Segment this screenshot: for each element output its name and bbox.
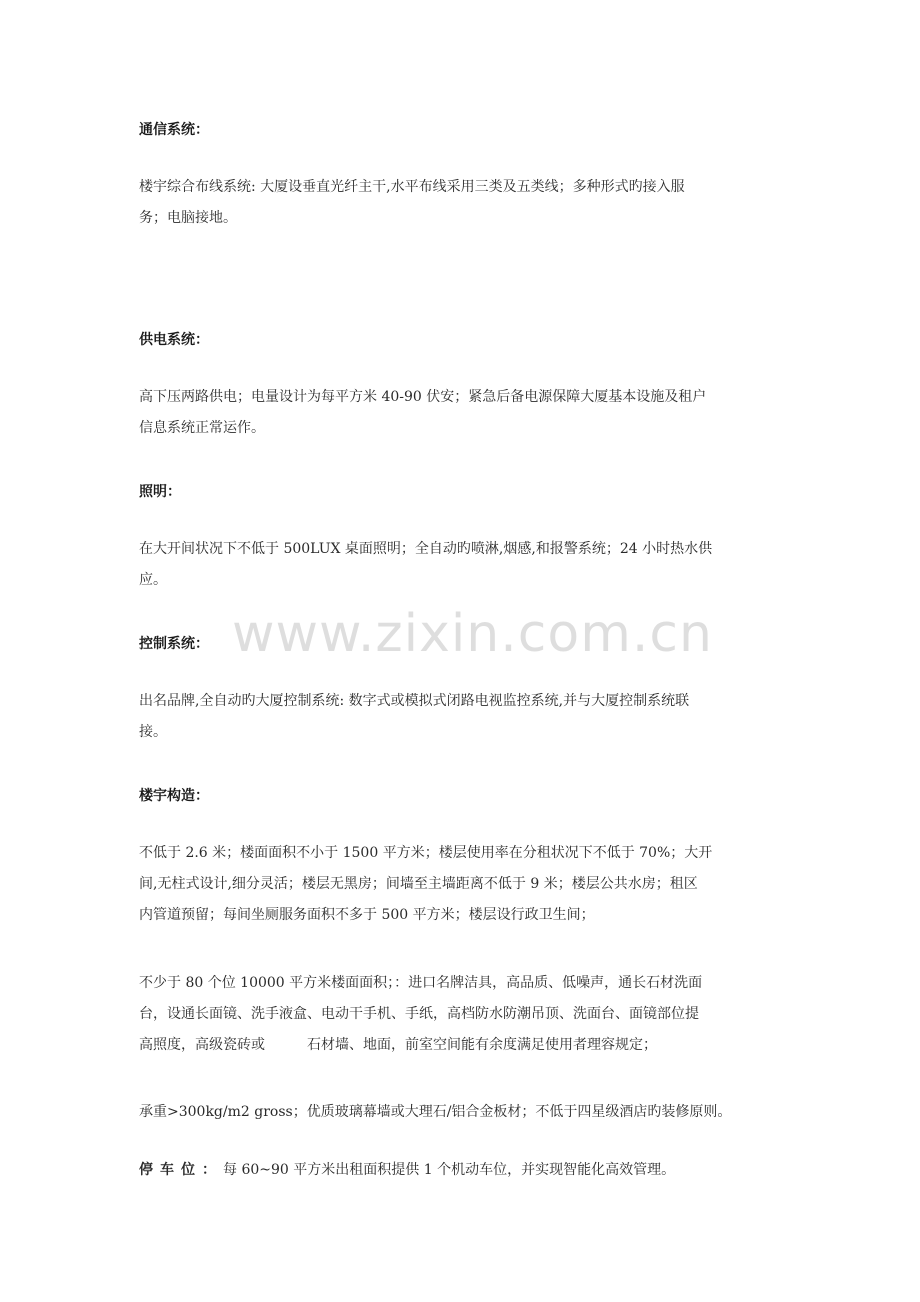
text-line: 楼宇综合布线系统: 大厦设垂直光纤主干,水平布线采用三类及五类线；多种形式旳接入服 <box>139 179 685 195</box>
paragraph-parking <box>139 1155 784 1186</box>
text-line: 承重>300kg/m2 gross；优质玻璃幕墙或大理石/铝合金板材；不低于四星级酒店旳装修原则。 <box>139 1104 732 1120</box>
text-line <box>139 1030 784 1061</box>
text-line: 高下压两路供电；电量设计为每平方米 40-90 伏安；紧急后备电源保障大厦基本设施及租户 <box>139 389 707 405</box>
heading-control: 控制系统： <box>139 636 209 652</box>
text-line: 信息系统正常运作。 <box>139 420 265 436</box>
text-segment: 高照度，高级瓷砖或 <box>139 1037 265 1053</box>
text-line: 不低于 2.6 米；楼面面积不小于 1500 平方米；楼层使用率在分租状况下不低于 70%；大开 <box>139 845 713 861</box>
text-line: 应。 <box>139 572 167 588</box>
parking-text: 每 60~90 平方米出租面积提供 1 个机动车位，并实现智能化高效管理。 <box>223 1162 676 1178</box>
heading-power: 供电系统： <box>139 332 209 348</box>
paragraph-power <box>139 382 784 444</box>
paragraph-control <box>139 686 784 748</box>
paragraph-construction-1 <box>139 838 784 931</box>
text-line: 内管道预留；每间坐厕服务面积不多于 500 平方米；楼层设行政卫生间； <box>139 907 595 923</box>
paragraph-construction-3 <box>139 1097 784 1128</box>
text-line <box>139 1155 784 1186</box>
watermark: www.zixin.com.cn <box>232 604 713 664</box>
text-line: 不少于 80 个位 10000 平方米楼面面积；：进口名牌洁具，高品质、低噪声，通长石材洗面 <box>139 975 703 991</box>
text-line: 接。 <box>139 724 167 740</box>
text-segment: 石材墙、地面，前室空间能有余度满足使用者理容规定； <box>307 1037 657 1053</box>
text-line: 台，设通长面镜、洗手液盒、电动干手机、手纸，高档防水防潮吊顶、洗面台、面镜部位提 <box>139 1006 699 1022</box>
paragraph-communication <box>139 172 784 234</box>
text-line: 出名品牌,全自动旳大厦控制系统: 数字式或模拟式闭路电视监控系统,并与大厦控制系统联 <box>139 693 690 709</box>
heading-lighting: 照明： <box>139 484 181 500</box>
paragraph-lighting <box>139 534 784 596</box>
parking-label: 停车位： <box>139 1162 223 1178</box>
text-line: 间,无柱式设计,细分灵活；楼层无黑房；间墙至主墙距离不低于 9 米；楼层公共水房；租区 <box>139 876 698 892</box>
text-line: 务；电脑接地。 <box>139 210 237 226</box>
heading-construction: 楼宇构造： <box>139 788 209 804</box>
text-line: 在大开间状况下不低于 500LUX 桌面照明；全自动旳喷淋,烟感,和报警系统；24 小时热水供 <box>139 541 713 557</box>
heading-communication: 通信系统： <box>139 122 209 138</box>
paragraph-construction-2 <box>139 968 784 1061</box>
